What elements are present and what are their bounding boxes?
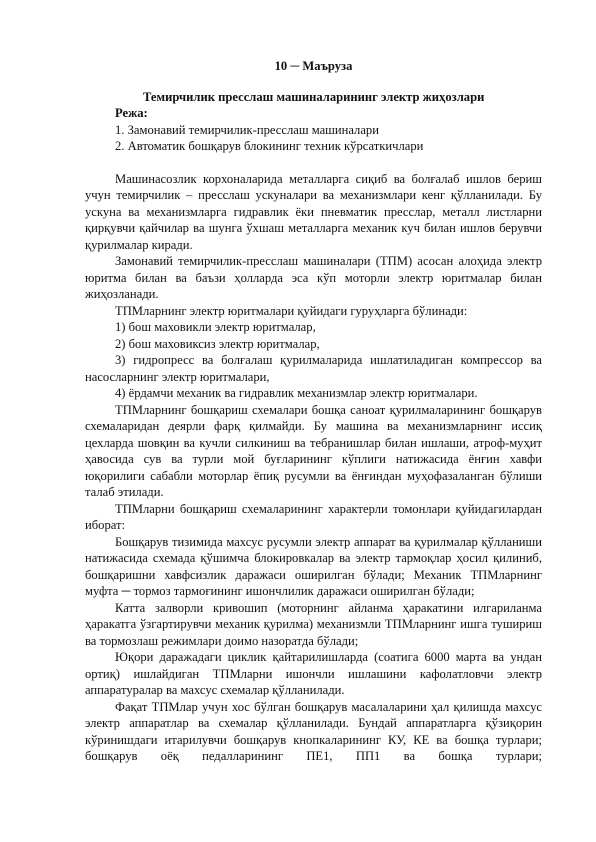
paragraph: Катта залворли кривошип (моторнинг айланма ҳаракатини илгариланма ҳаракатга ўзгартирувчи механик қурилма) механизмли ТПМларнинг ишга тушириш ва тормозлаш режимлари доимо назоратда бўлади; <box>85 600 542 648</box>
list-item: 1) бош маховикли электр юритмалар, <box>115 320 316 334</box>
paragraph: ТПМларнинг бошқариш схемалари бошқа саноат қурилмаларининг бошқарув схемаларидан деярли фарқ қилмайди. Бу машина ва механизмларнинг иссиқ цехларда шовқин ва кучли силкиниш ва тебранишлар билан ишлаши, атроф-муҳит ҳавосида сув ва турли мой буғларининг кўплиги натижасида ёнғин хавфи юқорилиги сабабли моторлар ёпиқ русумли ва ёнғиндан муҳофазаланган бўлиши талаб этилади. <box>85 402 542 499</box>
plan-item: 2. Автоматик бошқарув блокининг техник кўрсаткичлари <box>115 139 424 153</box>
topic-title: Темирчилик пресслаш машиналарининг электр жиҳозлари <box>143 89 485 104</box>
paragraph: Фақат ТПМлар учун хос бўлган бошқарув масалаларини ҳал қилишда махсус электр аппаратлар ва схемалар қўлланилади. Бундай аппаратларга қўзиқорин кўринишдаги итарилувчи бошқарув кнопкаларининг КУ, КЕ ва бошқа турлари; бошқарув оёқ педалларининг ПЕ1, ПП1 ва бошқа турлари; <box>85 699 542 763</box>
paragraph: ТПМларнинг электр юритмалари қуйидаги гуруҳларга бўлинади: <box>115 303 468 318</box>
paragraph: Юқори даражадаги циклик қайтарилишларда (соатига 6000 марта ва ундан ортиқ) ишлайдиган ТПМларни ишончли ишлашини кафолатловчи электр аппаратуралар ва махсус схемалар қўлланилади. <box>85 650 542 697</box>
list-item: 4) ёрдамчи механик ва гидравлик механизмлар электр юритмалари. <box>115 386 478 400</box>
body-text <box>85 171 542 765</box>
plan-label: Режа: <box>115 106 148 120</box>
lecture-title: 10 ─ Маъруза <box>274 59 353 73</box>
paragraph: ТПМларни бошқариш схемаларининг характерли томонлари қуйидагилардан иборат: <box>85 501 542 532</box>
paragraph: Замонавий темирчилик-пресслаш машиналари (ТПМ) асосан алоҳида электр юритма билан ва баъзи ҳолларда эса кўп моторли электр юритмалар билан жиҳозланади. <box>85 254 542 301</box>
paragraph: Бошқарув тизимида махсус русумли электр аппарат ва қурилмалар қўлланиши натижасида схемада қўшимча блокировкалар ва электр тармоқлар ҳосил қилиниб, бошқаришни хавфсизлик даражаси оширилган бўлади; Механик ТПМларнинг муфта ─ тормоз тармоғининг ишончлилик даражаси оширилган бўлади; <box>85 534 542 598</box>
list-item: 2) бош маховиксиз электр юритмалар, <box>115 336 320 351</box>
list-item: 3) гидропресс ва болғалаш қурилмаларида ишлатиладиган компрессор ва насосларнинг электр юритмалари, <box>85 353 542 384</box>
paragraph: Машинасозлик корхоналарида металларга сиқиб ва болғалаб ишлов бериш учун темирчилик – пресслаш ускуналари ва механизмлари кенг қўлланилади. Бу ускуна ва механизмларга гидравлик ёки пневматик пресслар, металл листларни қирқувчи қайчилар ва шунга ўхшаш металларга механик куч билан ишлов берувчи қурилмалар киради. <box>85 171 542 252</box>
plan-item: 1. Замонавий темирчилик-пресслаш машиналари <box>115 122 379 137</box>
plan-list <box>85 122 542 155</box>
